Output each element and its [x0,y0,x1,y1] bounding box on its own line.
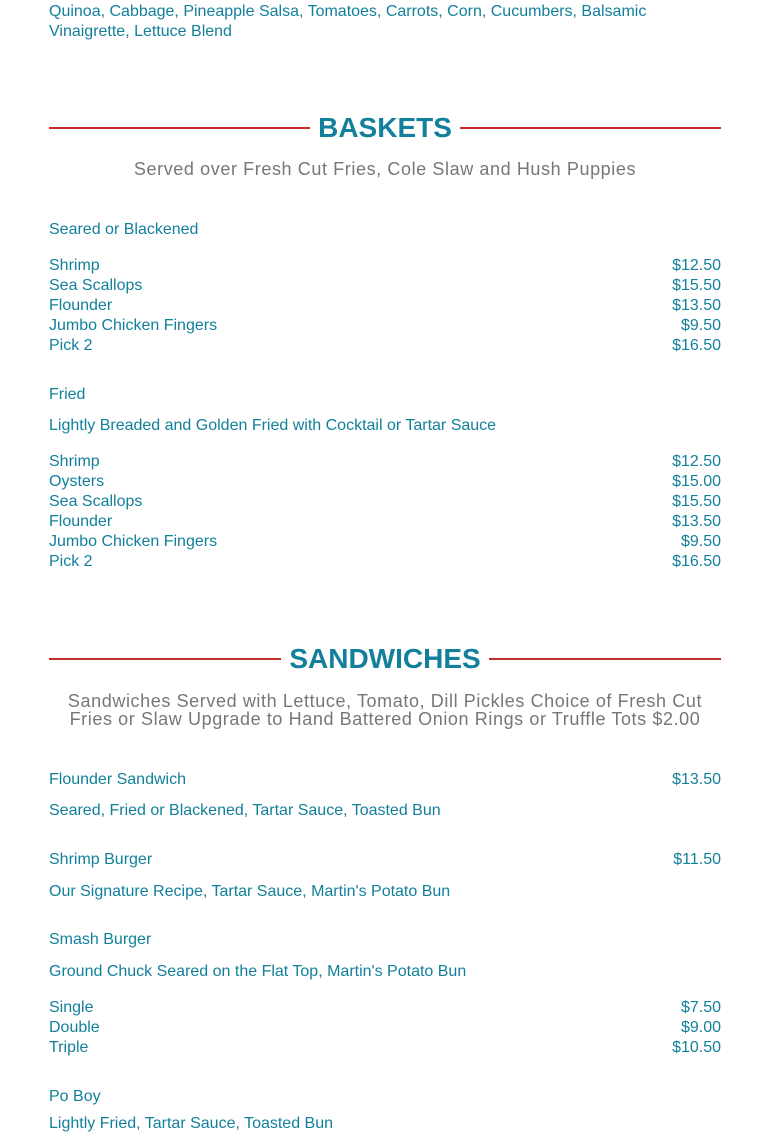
item-price: $13.50 [672,513,721,530]
menu-item-row [49,532,721,552]
item-name: Sea Scallops [49,277,143,294]
item-price: $12.50 [672,453,721,470]
baskets-title: BASKETS [318,112,452,143]
menu-item-row [49,1038,721,1058]
item-name: Sea Scallops [49,493,143,510]
item-name: Shrimp [49,257,100,274]
flounder-sandwich-description: Seared, Fried or Blackened, Tartar Sauce, Toasted Bun [49,802,441,819]
fried-label: Fried [49,386,86,403]
item-price: $10.50 [672,1039,721,1056]
menu-item-row [49,336,721,356]
menu-item-row [49,452,721,472]
item-name: Jumbo Chicken Fingers [49,533,218,550]
header-rule-left [49,127,310,129]
menu-item-row [49,296,721,316]
header-rule-right [460,127,721,129]
item-name: Flounder [49,297,113,314]
item-name: Flounder Sandwich [49,771,186,788]
po-boy-label: Po Boy [49,1088,101,1105]
shrimp-burger-description: Our Signature Recipe, Tartar Sauce, Martin's Potato Bun [49,883,451,900]
menu-item-row [49,472,721,492]
menu-item-row [49,552,721,572]
item-price: $9.00 [680,1019,721,1036]
item-price: $12.50 [672,257,721,274]
item-price: $15.50 [672,493,721,510]
item-name: Flounder [49,513,113,530]
smash-burger-description: Ground Chuck Seared on the Flat Top, Martin's Potato Bun [49,963,467,980]
item-price: $9.50 [680,533,721,550]
item-price: $15.00 [672,473,721,490]
item-price: $16.50 [672,337,721,354]
item-name: Pick 2 [49,553,93,570]
item-name: Triple [49,1039,89,1056]
menu-item-row [49,1018,721,1038]
menu-item-row [49,492,721,512]
menu-item-row [49,276,721,296]
header-rule-right [489,658,721,660]
po-boy-description: Lightly Fried, Tartar Sauce, Toasted Bun [49,1115,334,1132]
menu-item-row [49,998,721,1018]
item-price: $11.50 [673,851,721,868]
menu-item-row [49,512,721,532]
baskets-header [49,110,721,146]
sandwiches-subtitle-line-2: Fries or Slaw Upgrade to Hand Battered Onion Rings or Truffle Tots $2.00 [69,709,701,729]
fried-description: Lightly Breaded and Golden Fried with Cocktail or Tartar Sauce [49,417,497,434]
item-name: Double [49,1019,100,1036]
smash-burger-label: Smash Burger [49,931,152,948]
flounder-sandwich-row [49,770,721,790]
item-name: Pick 2 [49,337,93,354]
item-name: Single [49,999,94,1016]
item-price: $9.50 [680,317,721,334]
item-price: $7.50 [680,999,721,1016]
item-price: $16.50 [672,553,721,570]
seared-label: Seared or Blackened [49,221,199,238]
menu-item-row [49,256,721,276]
sandwiches-subtitle-line-1: Sandwiches Served with Lettuce, Tomato, Dill Pickles Choice of Fresh Cut [67,691,703,711]
item-name: Jumbo Chicken Fingers [49,317,218,334]
sandwiches-title: SANDWICHES [289,643,481,674]
item-price: $13.50 [672,771,721,788]
salad-ingredients-text: Quinoa, Cabbage, Pineapple Salsa, Tomatoes, Carrots, Corn, Cucumbers, Balsamic Vinaigrette, Lettuce Blend [49,3,647,40]
sandwiches-header [49,641,721,677]
item-name: Shrimp [49,453,100,470]
baskets-subtitle: Served over Fresh Cut Fries, Cole Slaw and Hush Puppies [133,159,637,179]
item-name: Shrimp Burger [49,851,153,868]
shrimp-burger-row [49,850,721,870]
item-name: Oysters [49,473,105,490]
item-price: $13.50 [672,297,721,314]
item-price: $15.50 [672,277,721,294]
menu-item-row [49,316,721,336]
header-rule-left [49,658,281,660]
